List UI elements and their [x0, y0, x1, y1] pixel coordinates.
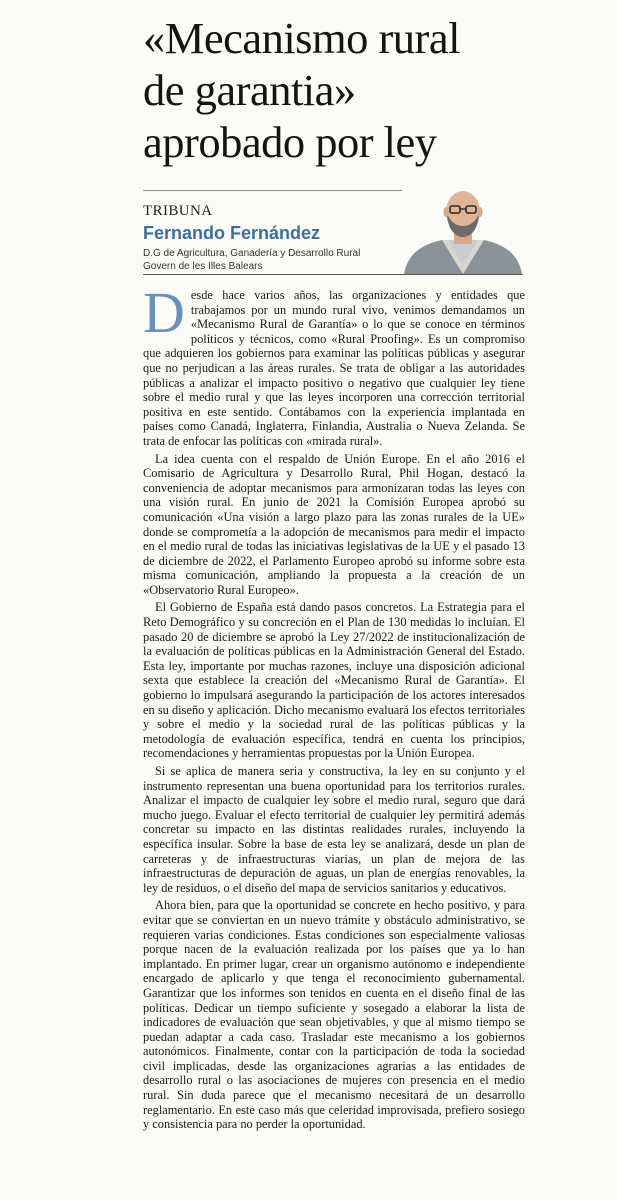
headline-line-1: «Mecanismo rural [143, 13, 460, 63]
headline-line-2: de garantia» [143, 65, 356, 115]
paragraph-2: La idea cuenta con el respaldo de Unión Europe. En el año 2016 el Comisario de Agricultura y Desarrollo Rural, Phil Hogan, destacó la conveniencia de adoptar mecanismos para armonizaran todas las leyes con una visión rural. En junio de 2021 la Comisión Europea aprobó su comunicación «Una visión a largo plazo para las zonas rurales de la UE» donde se comprometía a la adopción de mecanismos para medir el impacto en el medio rural de todas las iniciativas legislativas de la UE y el pasado 13 de diciembre de 2022, el Parlamento Europeo aprobó su informe sobre esta misma comunicación, ampliando la propuesta a la creación de un «Observatorio Rural Europeo». [143, 451, 525, 597]
paragraph-3: El Gobierno de España está dando pasos concretos. La Estrategia para el Reto Demográfico y su concreción en el Plan de 130 medidas lo incluían. El pasado 20 de diciembre se aprobó la Ley 27/2022 de institucionalización de la evaluación de políticas públicas en la Administración General del Estado. Esta ley, importante por muchas razones, incluye una disposición adicional sexta que establece la creación del «Mecanismo Rural de Garantía». El gobierno lo impulsará asegurando la participación de los actores interesados en su diseño y aplicación. Dicho mecanismo evaluará los efectos territoriales y sobre el medio y la sociedad rural de las políticas públicas y la metodología de evaluación específica, tendrá en cuenta los principios, recomendaciones y herramientas propuestas por la Unión Europea. [143, 600, 525, 761]
author-portrait-illustration [402, 182, 524, 274]
author-name: Fernando Fernández [143, 223, 321, 243]
article-body [143, 280, 525, 1135]
author-photo [402, 182, 524, 274]
headline-line-3: aprobado por ley [143, 117, 437, 167]
byline [143, 203, 443, 273]
paragraph-1-text: esde hace varios años, las organizaciones y entidades que trabajamos por un mundo rural vivo, venimos demandamos un «Mecanismo Rural de Garantía» o lo que se conoce en términos políticos y técnicos, como «Rural Proofing». Es un compromiso que adquieren los gobiernos para examinar las políticas públicas y asegurar que no perjudican a las áreas rurales. Se trata de obligar a las autoridades públicas a analizar el impacto positivo o negativo que cualquier ley tiene sobre el medio rural y que las leyes incorporen una corrección territorial positiva en este sentido. Contábamos con la experiencia implantada en países como Canadá, Inglaterra, Finlandia, Australia o Nueva Zelanda. Se trata de enfocar las políticas con «mirada rural». [143, 288, 525, 448]
byline-divider [143, 274, 523, 275]
paragraph-1 [143, 280, 525, 449]
drop-cap: D [143, 280, 185, 345]
paragraph-4: Si se aplica de manera seria y constructiva, la ley en su conjunto y el instrumento representan una buena oportunidad para los territorios rurales. Analizar el impacto de cualquier ley sobre el medio rural, seguro que dará mucho juego. Evaluar el efecto territorial de cualquier ley permitirá además concretar su impacto en las distintas realidades rurales, incluyendo la específica insular. Sobre la base de esta ley se analizará, desde un plan de carreteras y de infraestructuras viarias, un plan de mejora de las infraestructuras de depuración de aguas, un plan de energías renovables, la ley de residuos, o el diseño del mapa de servicios sanitarios y educativos. [143, 764, 525, 895]
paragraph-5: Ahora bien, para que la oportunidad se concrete en hecho positivo, y para evitar que se conviertan en un nuevo trámite y obstáculo administrativo, se requieren varias condiciones. Estas condiciones son especialmente valiosas porque nacen de la evaluación realizada por los países que ya lo han implantado. En primer lugar, crear un organismo autónomo e independiente encargado de aplicarlo y que tenga el reconocimiento gubernamental. Garantizar que los informes son tenidos en cuenta en el diseño final de las políticas. Dedicar un tiempo suficiente y sosegado a elaborar la lista de indicadores de evaluación que sean objetivables, y que al mismo tiempo se puedan adaptar a cada caso. Trasladar este mecanismo a los gobiernos autonómicos. Finalmente, contar con la participación de toda la sociedad civil implicadas, desde las organizaciones agrarias a las entidades de desarrollo rural o las asociaciones de mujeres con presencia en el medio rural. Sin duda parece que el mecanismo necesitará de un desarrollo reglamentario. En este caso más que celeridad improvisada, prefiero sosiego y consistencia para no perder la oportunidad. [143, 898, 525, 1132]
section-label: TRIBUNA [143, 203, 213, 219]
author-role-line-2: Govern de les Illes Balears [143, 261, 263, 272]
author-role-line-1: D.G de Agricultura, Ganadería y Desarrollo Rural [143, 248, 361, 259]
headline [143, 12, 603, 168]
author-role [143, 247, 443, 273]
